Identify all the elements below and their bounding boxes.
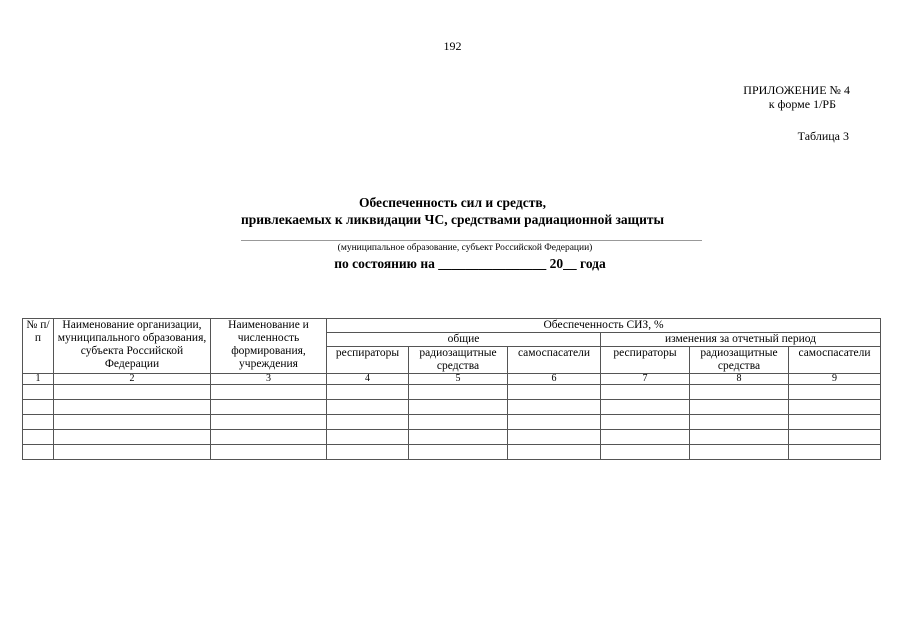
table-cell: [409, 430, 508, 445]
table-cell: [789, 415, 881, 430]
table-cell: [601, 385, 690, 400]
appendix-label: ПРИЛОЖЕНИЕ № 4: [743, 83, 850, 97]
table-row: [23, 430, 881, 445]
table-cell: [211, 430, 327, 445]
table-cell: [690, 415, 789, 430]
table-cell: [601, 430, 690, 445]
column-number: 4: [327, 374, 409, 385]
table-cell: [327, 445, 409, 460]
table-cell: [508, 400, 601, 415]
column-number: 8: [690, 374, 789, 385]
table-cell: [54, 445, 211, 460]
table-cell: [690, 400, 789, 415]
table-row: [23, 445, 881, 460]
table-cell: [327, 385, 409, 400]
table-cell: [601, 415, 690, 430]
table-cell: [508, 415, 601, 430]
document-title: [0, 194, 905, 228]
table-cell: [54, 415, 211, 430]
table-cell: [789, 445, 881, 460]
appendix-block: [700, 83, 850, 111]
table-cell: [327, 415, 409, 430]
table-cell: [508, 445, 601, 460]
subject-fill-line: [241, 240, 702, 241]
header-self-rescuers-changes: самоспасатели: [789, 347, 881, 374]
table-cell: [54, 400, 211, 415]
table-cell: [789, 385, 881, 400]
column-number: 1: [23, 374, 54, 385]
title-line-2: привлекаемых к ликвидации ЧС, средствами радиационной защиты: [240, 212, 665, 227]
table-cell: [54, 430, 211, 445]
subject-caption: (муниципальное образование, субъект Российской Федерации): [337, 243, 593, 253]
header-number: № п/п: [23, 319, 54, 374]
table-cell: [508, 385, 601, 400]
table-cell: [409, 400, 508, 415]
table-cell: [690, 445, 789, 460]
header-rad-protection-changes: радиозащитные средства: [690, 347, 789, 374]
header-formation: Наименование и численность формирования, учреждения: [211, 319, 327, 374]
column-number: 2: [54, 374, 211, 385]
column-number: 3: [211, 374, 327, 385]
table-cell: [23, 430, 54, 445]
table-cell: [211, 385, 327, 400]
table-cell: [23, 445, 54, 460]
page-number: 192: [443, 39, 462, 53]
table-row: [23, 400, 881, 415]
appendix-form-ref: к форме 1/РБ: [768, 97, 836, 111]
table-cell: [327, 400, 409, 415]
table-cell: [690, 430, 789, 445]
as-of-date-line: по состоянию на ________________ 20__ года: [334, 256, 606, 271]
table-cell: [409, 445, 508, 460]
table-cell: [211, 415, 327, 430]
table-cell: [327, 430, 409, 445]
table-cell: [601, 400, 690, 415]
table-cell: [211, 400, 327, 415]
table-number: Таблица 3: [797, 129, 849, 143]
header-rad-protection-general: радиозащитные средства: [409, 347, 508, 374]
header-respirators-changes: респираторы: [601, 347, 690, 374]
column-number: 5: [409, 374, 508, 385]
table-row: [23, 385, 881, 400]
table-cell: [789, 430, 881, 445]
header-respirators-general: респираторы: [327, 347, 409, 374]
column-number-row: [23, 374, 881, 385]
table-cell: [690, 385, 789, 400]
header-period-changes: изменения за отчетный период: [601, 333, 881, 347]
table-cell: [508, 430, 601, 445]
table-cell: [409, 415, 508, 430]
table-cell: [23, 385, 54, 400]
header-organization: Наименование организации, муниципального образования, субъекта Российской Федерации: [54, 319, 211, 374]
header-self-rescuers-general: самоспасатели: [508, 347, 601, 374]
table-cell: [409, 385, 508, 400]
table-cell: [54, 385, 211, 400]
table-cell: [23, 415, 54, 430]
header-ppe-supply: Обеспеченность СИЗ, %: [327, 319, 881, 333]
column-number: 6: [508, 374, 601, 385]
column-number: 9: [789, 374, 881, 385]
table-cell: [23, 400, 54, 415]
title-line-1: Обеспеченность сил и средств,: [358, 195, 546, 210]
table-cell: [789, 400, 881, 415]
table-row: [23, 415, 881, 430]
table-cell: [601, 445, 690, 460]
header-general: общие: [327, 333, 601, 347]
supply-table: [22, 318, 881, 460]
table-cell: [211, 445, 327, 460]
column-number: 7: [601, 374, 690, 385]
